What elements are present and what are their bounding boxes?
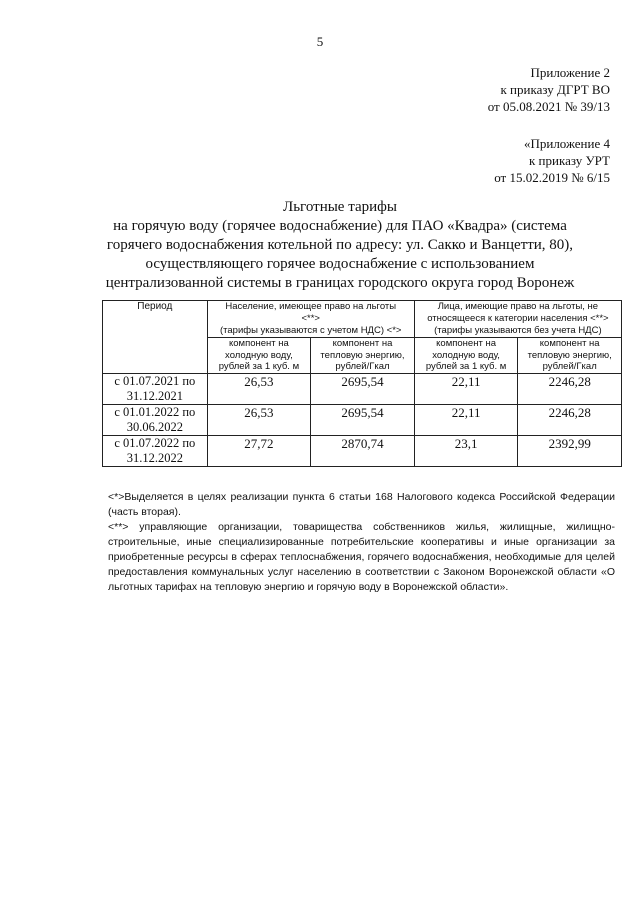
header-period: Период (103, 301, 208, 374)
table-row (103, 435, 622, 466)
subheader-text: холодную воду, (432, 349, 500, 361)
footnotes (108, 490, 615, 595)
title-line4: централизованной системы в границах городского округа город Воронеж (105, 275, 575, 291)
value-cell: 27,72 (207, 435, 311, 466)
title-heading: Льготные тарифы (283, 199, 397, 215)
value-cell: 2392,99 (518, 435, 622, 466)
footnote-organizations: <**> управляющие организации, товарищества собственников жилья, жилищные, жилищно-строительные, иные специализированные потребительские кооперативы и иные организации за приобретенные ресурсы в сферах теплоснабжения, горячего водоснабжения, необходимые для целей предоставления коммунальных услуг населению в соответствии с Законом Воронежской области «О льготных тарифах на тепловую энергию и горячую воду в Воронежской области». (108, 521, 615, 593)
subheader-text: компонент на (539, 338, 600, 349)
subheader-heat-other (518, 338, 622, 374)
subheader-text: компонент на (229, 338, 289, 349)
header-group-population-line2: <**> (301, 313, 320, 324)
subheader-text: тепловую энергию, (320, 349, 405, 361)
table-row (103, 373, 622, 404)
header-group-population-line3: (тарифы указываются с учетом НДС) <*> (219, 325, 402, 336)
period-line: 30.06.2022 (126, 419, 183, 434)
subheader-text: компонент на (332, 338, 393, 349)
header-group-population (207, 301, 414, 338)
header-group-population-line1: Население, имеющее право на льготы (225, 301, 397, 312)
header-group-other-line3: (тарифы указываются без учета НДС) (434, 325, 602, 336)
period-line: 31.12.2022 (126, 450, 183, 465)
appendix-current-line1: Приложение 2 (530, 65, 610, 80)
appendix-original (494, 135, 610, 186)
subheader-text: холодную воду, (225, 349, 293, 361)
period-line: с 01.07.2022 по (114, 435, 196, 450)
subheader-text: компонент на (436, 338, 496, 349)
appendix-current-line3: от 05.08.2021 № 39/13 (487, 99, 610, 114)
appendix-current (488, 64, 610, 115)
value-cell: 23,1 (414, 435, 518, 466)
value-cell: 2246,28 (518, 373, 622, 404)
period-cell (103, 404, 208, 435)
period-cell (103, 373, 208, 404)
value-cell: 2870,74 (311, 435, 415, 466)
title-line1: на горячую воду (горячее водоснабжение) для ПАО «Квадра» (система (113, 218, 567, 234)
value-cell: 2695,54 (311, 373, 415, 404)
subheader-text: рублей за 1 куб. м (425, 361, 507, 372)
subheader-cold-population (207, 338, 311, 374)
value-cell: 2246,28 (518, 404, 622, 435)
table-header-row (103, 301, 622, 338)
appendix-original-line3: от 15.02.2019 № 6/15 (494, 170, 610, 185)
page-number: 5 (316, 34, 324, 49)
period-line: с 01.01.2022 по (114, 404, 196, 419)
value-cell: 26,53 (207, 373, 311, 404)
footnote-vat: <*>Выделяется в целях реализации пункта 6 статьи 168 Налогового кодекса Российской Федерации (часть вторая). (108, 491, 615, 518)
header-group-other-line2: относящееся к категории населения <**> (427, 313, 609, 324)
subheader-text: тепловую энергию, (527, 349, 612, 361)
value-cell: 22,11 (414, 404, 518, 435)
subheader-heat-population (311, 338, 415, 374)
value-cell: 2695,54 (311, 404, 415, 435)
value-cell: 22,11 (414, 373, 518, 404)
subheader-text: рублей/Гкал (542, 361, 597, 372)
table-row (103, 404, 622, 435)
header-group-other-line1: Лица, имеющие право на льготы, не (437, 301, 599, 312)
subheader-cold-other (414, 338, 518, 374)
title-line3: осуществляющего горячее водоснабжение с использованием (145, 256, 535, 272)
header-group-other (414, 301, 621, 338)
subheader-text: рублей за 1 куб. м (218, 361, 300, 372)
tariffs-table (102, 300, 622, 467)
value-cell: 26,53 (207, 404, 311, 435)
appendix-original-line2: к приказу УРТ (528, 153, 610, 168)
period-line: с 01.07.2021 по (114, 373, 196, 388)
appendix-original-line1: «Приложение 4 (523, 136, 610, 151)
title-line2: горячего водоснабжения котельной по адресу: ул. Сакко и Ванцетти, 80), (106, 237, 574, 253)
subheader-text: рублей/Гкал (335, 361, 390, 372)
appendix-current-line2: к приказу ДГРТ ВО (500, 82, 610, 97)
document-title (60, 198, 620, 293)
period-cell (103, 435, 208, 466)
period-line: 31.12.2021 (126, 388, 183, 403)
